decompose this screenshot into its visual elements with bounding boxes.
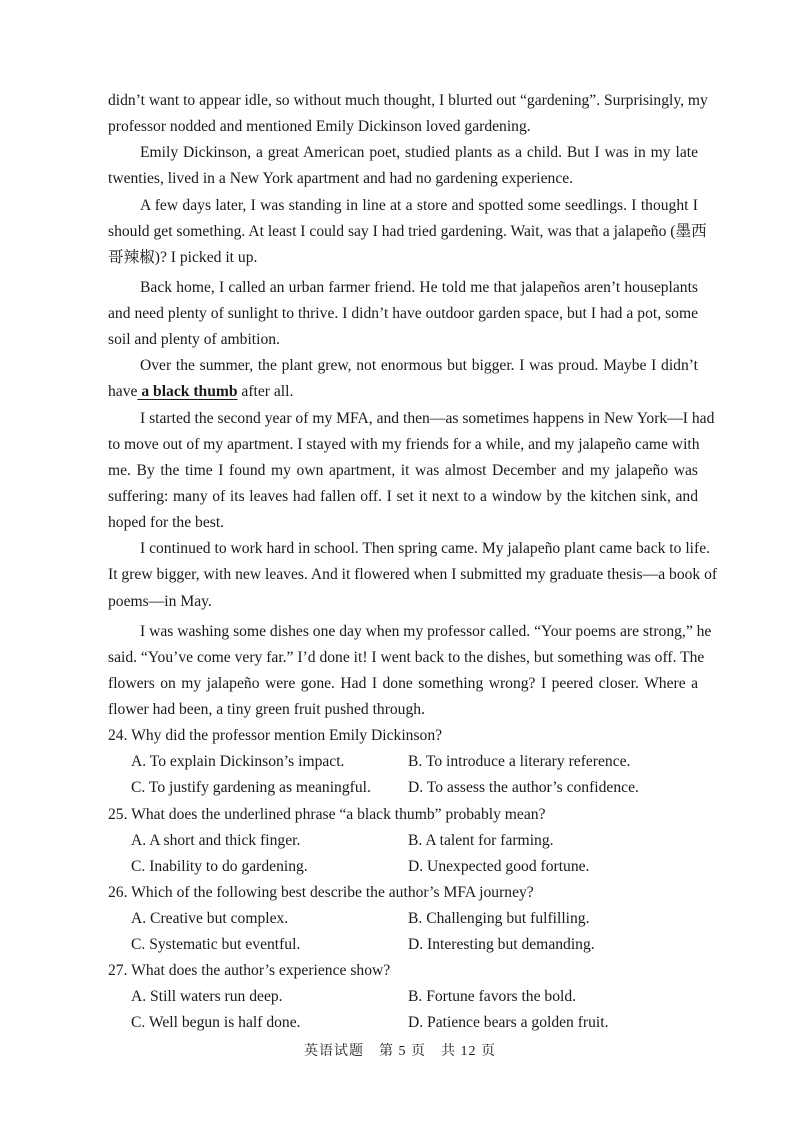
answer-option: C. To justify gardening as meaningful. (131, 779, 371, 796)
answer-option: A. A short and thick finger. (131, 832, 301, 849)
passage-line: flower had been, a tiny green fruit pushed through. (108, 701, 425, 718)
passage-line: I started the second year of my MFA, and then—as sometimes happens in New York—I had (140, 410, 715, 427)
answer-option: A. To explain Dickinson’s impact. (131, 753, 345, 770)
page-footer: 英语试题 第 5 页 共 12 页 (304, 1044, 496, 1059)
answer-option: B. Challenging but fulfilling. (408, 910, 590, 927)
passage-line: and need plenty of sunlight to thrive. I didn’t have outdoor garden space, but I had a pot, some (108, 305, 698, 322)
question-stem: 26. Which of the following best describe the author’s MFA journey? (108, 884, 534, 901)
passage-line: Over the summer, the plant grew, not enormous but bigger. I was proud. Maybe I didn’t (140, 357, 698, 374)
passage-line: poems—in May. (108, 593, 212, 610)
passage-line: Back home, I called an urban farmer friend. He told me that jalapeños aren’t houseplants (140, 279, 698, 296)
passage-line: twenties, lived in a New York apartment and had no gardening experience. (108, 170, 574, 187)
answer-option: D. Interesting but demanding. (408, 936, 595, 953)
answer-option: A. Still waters run deep. (131, 988, 283, 1005)
passage-line: said. “You’ve come very far.” I’d done it! I went back to the dishes, but something was off. The (108, 649, 705, 666)
passage-line: me. By the time I found my own apartment, it was almost December and my jalapeño was (108, 462, 698, 479)
answer-option: D. Patience bears a golden fruit. (408, 1014, 609, 1031)
answer-option: B. To introduce a literary reference. (408, 753, 631, 770)
answer-option: A. Creative but complex. (131, 910, 289, 927)
answer-option: D. Unexpected good fortune. (408, 858, 590, 875)
question-stem: 24. Why did the professor mention Emily Dickinson? (108, 727, 443, 744)
passage-line: 哥辣椒)? I picked it up. (108, 249, 258, 266)
answer-option: B. A talent for farming. (408, 832, 554, 849)
passage-line: should get something. At least I could say I had tried gardening. Wait, was that a jalapeño (墨西 (108, 223, 707, 240)
passage-line: I continued to work hard in school. Then spring came. My jalapeño plant came back to life. (140, 540, 711, 557)
passage-line: suffering: many of its leaves had fallen off. I set it next to a window by the kitchen sink, and (108, 488, 698, 505)
passage-line: flowers on my jalapeño were gone. Had I done something wrong? I peered closer. Where a (108, 675, 698, 692)
passage-line: It grew bigger, with new leaves. And it flowered when I submitted my graduate thesis—a book of (108, 566, 718, 583)
underlined-phrase: a black thumb (137, 383, 238, 400)
passage-line: professor nodded and mentioned Emily Dickinson loved gardening. (108, 118, 531, 135)
passage-line: hoped for the best. (108, 514, 225, 531)
passage-line: I was washing some dishes one day when my professor called. “Your poems are strong,” he (140, 623, 712, 640)
passage-text: after all. (237, 383, 294, 400)
answer-option: C. Systematic but eventful. (131, 936, 301, 953)
passage-line: Emily Dickinson, a great American poet, studied plants as a child. But I was in my late (140, 144, 698, 161)
passage-line: to move out of my apartment. I stayed with my friends for a while, and my jalapeño came with (108, 436, 700, 453)
passage-line (108, 382, 698, 402)
answer-option: B. Fortune favors the bold. (408, 988, 577, 1005)
passage-text: have (108, 383, 138, 400)
answer-option: C. Inability to do gardening. (131, 858, 308, 875)
question-stem: 25. What does the underlined phrase “a black thumb” probably mean? (108, 806, 546, 823)
passage-line: A few days later, I was standing in line at a store and spotted some seedlings. I thought I (140, 197, 698, 214)
answer-option: C. Well begun is half done. (131, 1014, 301, 1031)
passage-line: didn’t want to appear idle, so without much thought, I blurted out “gardening”. Surprisingly, my (108, 92, 708, 109)
question-stem: 27. What does the author’s experience show? (108, 962, 391, 979)
answer-option: D. To assess the author’s confidence. (408, 779, 639, 796)
passage-line: soil and plenty of ambition. (108, 331, 280, 348)
